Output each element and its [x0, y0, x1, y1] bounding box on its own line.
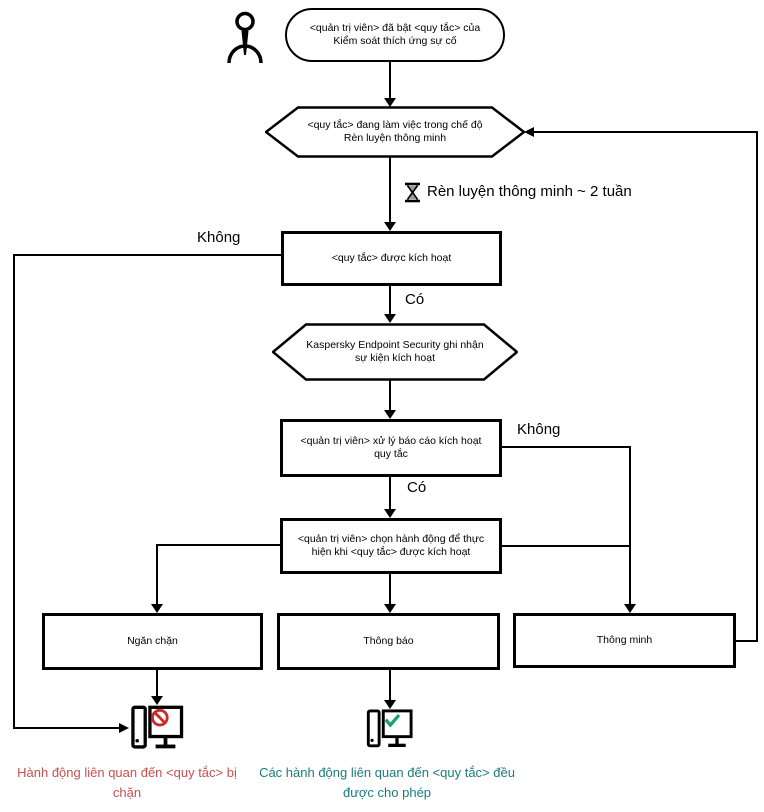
node-start: [285, 8, 505, 62]
connector-line: [389, 285, 391, 315]
node-start-text: <quản trị viên> đã bật <quy tắc> của Kiểm soát thích ứng sự cố: [309, 22, 481, 47]
node-action-smart-text: Thông minh: [596, 634, 653, 646]
connector-line: [157, 544, 280, 546]
connector-line: [156, 669, 158, 697]
label-no-right: Không: [517, 421, 561, 438]
training-duration-label: Rèn luyện thông minh ~ 2 tuần: [427, 183, 632, 200]
caption-allowed: Các hành động liên quan đến <quy tắc> đều được cho phép: [259, 765, 515, 800]
prohibition-icon: [152, 710, 167, 725]
arrowhead: [119, 723, 129, 733]
connector-line: [13, 254, 15, 729]
node-smart-training-mode: [265, 106, 525, 158]
hourglass-icon: [404, 182, 421, 203]
connector-line: [502, 446, 631, 448]
arrowhead: [384, 98, 396, 107]
node-admin-processes-report: [280, 419, 502, 477]
arrowhead: [624, 604, 636, 613]
node-action-notify-text: Thông báo: [363, 635, 414, 647]
label-yes-bottom: Có: [407, 479, 427, 496]
connector-line: [629, 446, 631, 606]
node-action-smart: [513, 613, 736, 668]
node-smart-training-mode-text: <quy tắc> đang làm việc trong chế độ Rèn luyện thông minh: [307, 119, 483, 144]
arrowhead: [384, 604, 396, 613]
node-admin-chooses-action-text: <quản trị viên> chọn hành động để thực hiện khi <quy tắc> được kích hoạt: [297, 533, 485, 558]
admin-person-icon: [226, 10, 264, 64]
node-admin-processes-report-text: <quản trị viên> xử lý báo cáo kích hoạt quy tắc: [300, 435, 482, 460]
connector-line: [156, 544, 158, 606]
connector-line: [389, 157, 391, 223]
caption-blocked: Hành động liên quan đến <quy tắc> bị chặn: [17, 765, 237, 800]
arrowhead: [151, 604, 163, 613]
label-no-left: Không: [197, 229, 241, 246]
arrowhead: [384, 410, 396, 419]
connector-line: [502, 545, 631, 547]
node-action-block: [42, 613, 263, 670]
arrowhead: [384, 509, 396, 518]
connector-line: [13, 727, 120, 729]
node-rule-triggered-text: <quy tắc> được kích hoạt: [331, 252, 452, 264]
connector-line: [389, 573, 391, 605]
connector-line: [533, 131, 758, 133]
arrowhead: [384, 222, 396, 231]
computer-allowed-icon: [365, 708, 414, 752]
computer-blocked-icon: [129, 704, 185, 754]
node-kes-logs-event: [272, 323, 518, 381]
node-admin-chooses-action: [280, 518, 502, 574]
connector-line: [389, 380, 391, 411]
arrowhead: [384, 314, 396, 323]
node-rule-triggered: [281, 231, 502, 286]
node-kes-logs-event-text: Kaspersky Endpoint Security ghi nhận sự kiện kích hoạt: [306, 339, 484, 364]
connector-line: [389, 62, 391, 99]
node-action-notify: [277, 613, 500, 670]
node-action-block-text: Ngăn chặn: [127, 635, 178, 647]
arrowhead: [524, 127, 534, 137]
connector-line: [13, 254, 281, 256]
label-yes-top: Có: [405, 291, 425, 308]
connector-line: [389, 476, 391, 510]
connector-line: [756, 131, 758, 642]
connector-line: [389, 669, 391, 701]
connector-line: [736, 640, 758, 642]
